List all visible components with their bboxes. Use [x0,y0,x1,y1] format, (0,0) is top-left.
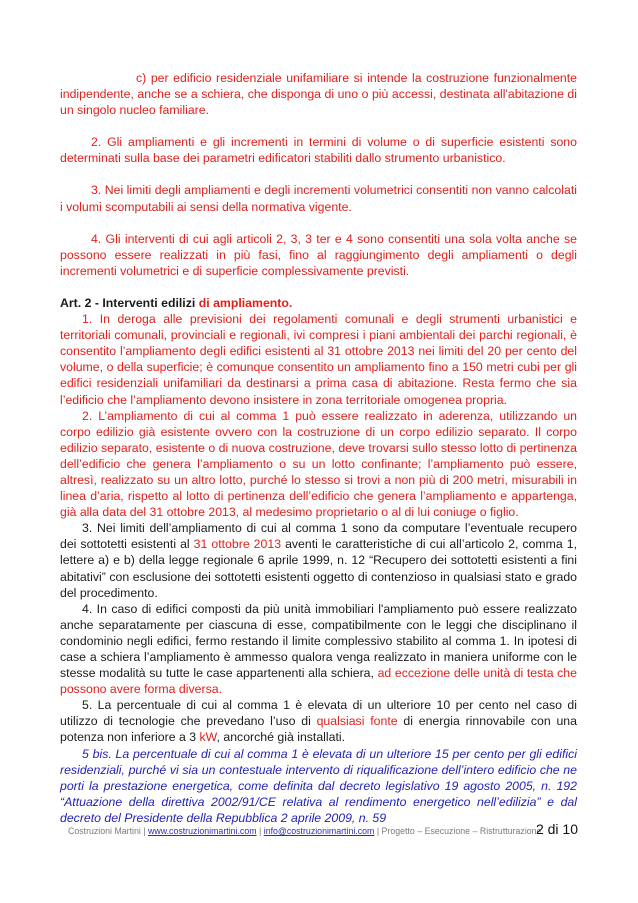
art2-comma-4 [60,601,577,698]
art2-comma-5-red1: qualsiasi fonte [316,714,398,729]
art2-comma-5-red2: kW [199,730,217,745]
art2-comma-5bis: 5 bis. La percentuale di cui al comma 1 è elevata di un ulteriore 15 per cento per gli edifici residenziali, purché vi sia un contestuale intervento di riqualificazione dell’intero edificio che ne porti la prestazione energetica, come definita dal decreto legislativo 19 agosto 2005, n. 192 “Attuazione della direttiva 2002/91/CE relativa al rendimento energetico nell’edilizia” e dal decreto del Presidente della Repubblica 2 aprile 2009, n. 59 [60,746,577,825]
footer-separator: | [140,826,149,836]
paragraph-4: 4. Gli interventi di cui agli articoli 2, 3, 3 ter e 4 sono consentiti una sola volta anche se possono essere realizzati in più fasi, fino al raggiungimento degli ampliamenti o degli incrementi volumetrici e di superficie complessivamente previsti. [60,231,577,278]
art2-comma-4-red: ad eccezione delle unità di testa che possono avere forma diversa. [60,666,577,697]
art2-comma-3-a: 3. Nei limiti dell’ampliamento di cui al comma 1 sono da computare l’eventuale recupero dei sottotetti esistenti al [60,521,577,552]
paragraph-c: c) per edificio residenziale unifamiliare si intende la costruzione funzionalmente indipendente, anche se a schiera, che disponga di uno o più accessi, destinata all'abitazione di un singolo nucleo familiare. [60,71,577,118]
art2-comma-5 [60,697,577,745]
footer-company: Costruzioni Martini [68,826,141,836]
footer-tagline: | Progetto – Esecuzione – Ristrutturazione [374,826,542,836]
article-2-heading-red: di ampliamento. [198,295,293,310]
art2-comma-5-b: di energia rinnovabile con una potenza non inferiore a 3 [60,714,577,745]
art2-comma-5-a: 5. La percentuale di cui al comma 1 è elevata di un ulteriore 10 per cento nel caso di utilizzo di tecnologie che prevedano l’uso di [60,698,577,729]
page-footer [68,826,578,836]
art2-comma-3-date: 31 ottobre 2013 [193,537,282,552]
page-number: 2 di 10 [535,821,578,837]
paragraph-2: 2. Gli ampliamenti e gli incrementi in termini di volume o di superficie esistenti sono determinati sulla base dei parametri edificatori stabiliti dallo strumento urbanistico. [60,135,577,166]
footer-separator: | [256,826,264,836]
art2-comma-5-c: , ancorché già installati. [216,730,346,745]
article-2-heading-text: Art. 2 - Interventi edilizi [60,295,199,310]
document-page [60,70,577,826]
article-2-heading [60,295,577,311]
art2-comma-3 [60,520,577,600]
art2-comma-1: 1. In deroga alle previsioni dei regolamenti comunali e degli strumenti urbanistici e territoriali comunali, provinciali e regionali, ivi compresi i piani ambientali dei parchi regionali, è consentito l’ampliamento degli edifici esistenti al 31 ottobre 2013 nei limiti del 20 per cento del volume, o della superficie; è comunque consentito un ampliamento fino a 150 metri cubi per gli edifici residenziali unifamiliari da destinarsi a prima casa di abitazione. Resta fermo che sia l’edificio che l’ampliamento devono insistere in zona territoriale omogenea propria. [60,312,577,407]
footer-email-link[interactable]: info@costruzionimartini.com [263,826,375,836]
footer-website-link[interactable]: www.costruzionimartini.com [148,826,257,836]
paragraph-3: 3. Nei limiti degli ampliamenti e degli incrementi volumetrici consentiti non vanno calcolati i volumi scomputabili ai sensi della normativa vigente. [60,183,577,214]
art2-comma-2: 2. L’ampliamento di cui al comma 1 può essere realizzato in aderenza, utilizzando un corpo edilizio già esistente ovvero con la costruzione di un corpo edilizio separato. Il corpo edilizio separato, esistente o di nuova costruzione, deve trovarsi sullo stesso lotto di pertinenza dell’edificio che genera l’ampliamento o su un lotto confinante; l’ampliamento può essere, altresì, realizzato su un altro lotto, purché lo stesso si trovi a non più di 200 metri, misurabili in linea d’aria, rispetto al lotto di pertinenza dell’edificio che genera l’ampliamento e appartenga, già alla data del 31 ottobre 2013, al medesimo proprietario o al di lui coniuge o figlio. [60,408,577,520]
art2-comma-4-a: 4. In caso di edifici composti da più unità immobiliari l'ampliamento può essere realizzato anche separatamente per ciascuna di esse, compatibilmente con le leggi che disciplinano il condominio negli edifici, fermo restando il limite complessivo stabilito al comma 1. In ipotesi di case a schiera l’ampliamento è ammesso qualora venga realizzato in maniera uniforme con le stesse modalità su tutte le case appartenenti alla schiera, [60,601,577,681]
art2-comma-3-b: aventi le caratteristiche di cui all’articolo 2, comma 1, lettere a) e b) della legge regionale 6 aprile 1999, n. 12 “Recupero dei sottotetti esistenti a fini abitativi” con esclusione dei sottotetti esistenti oggetto di contenzioso in qualsiasi stato e grado del procedimento. [60,537,577,600]
